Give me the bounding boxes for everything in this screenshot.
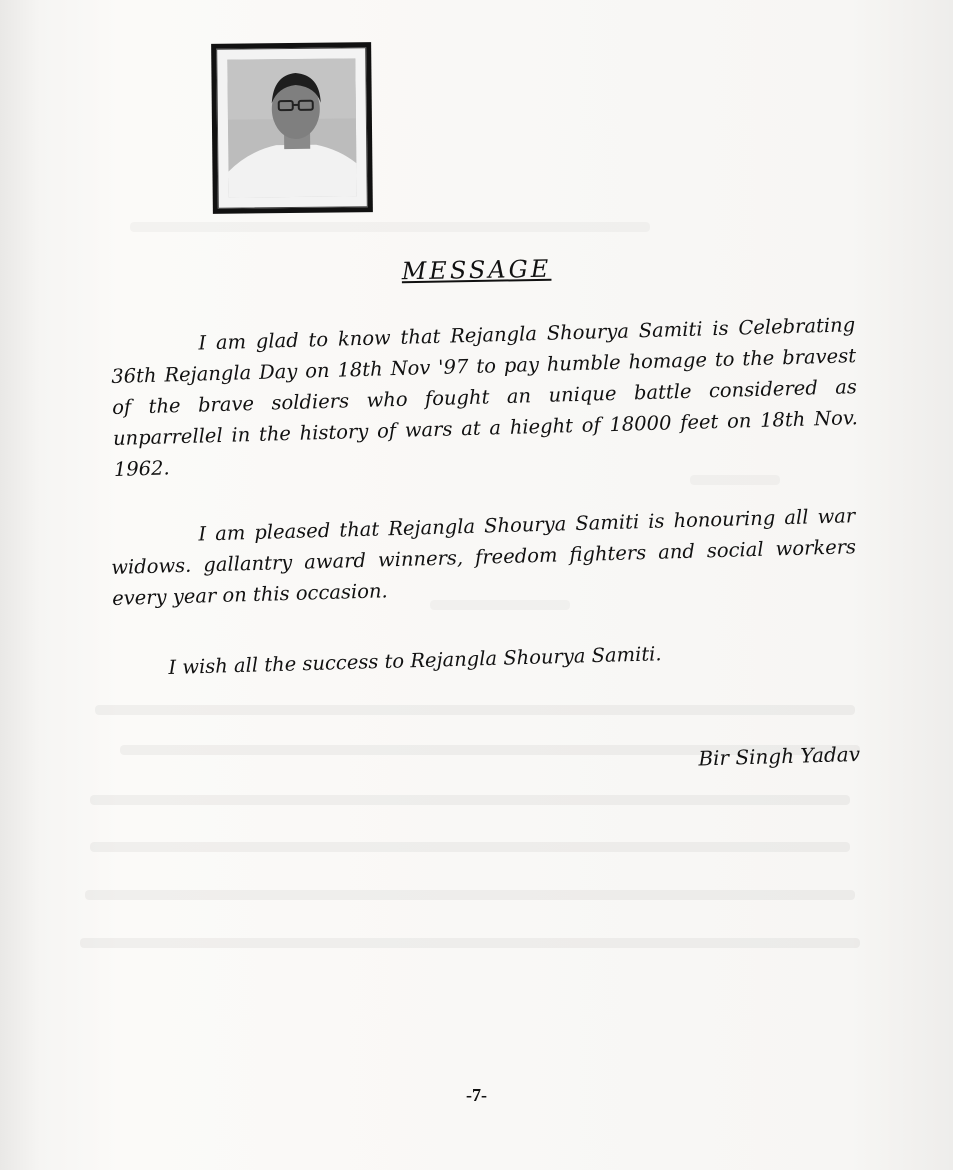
portrait-photo — [227, 58, 356, 197]
show-through-line — [95, 705, 855, 715]
portrait-photo-frame — [211, 42, 373, 214]
page-number: -7- — [466, 1085, 487, 1105]
paragraph-indent — [111, 350, 199, 352]
show-through-line — [90, 795, 850, 805]
show-through-line — [690, 475, 780, 485]
paragraph-3-text: I wish all the success to Rejangla Shourya Samiti. — [168, 642, 662, 679]
message-paragraph-2 — [110, 500, 857, 614]
paragraph-indent — [111, 541, 199, 543]
message-title: MESSAGE — [401, 254, 552, 286]
show-through-line — [90, 842, 850, 852]
portrait-figure-icon — [227, 58, 356, 197]
message-paragraph-1 — [110, 309, 859, 485]
show-through-line — [80, 938, 860, 948]
show-through-line — [130, 222, 650, 232]
show-through-line — [85, 890, 855, 900]
paragraph-1-text: I am glad to know that Rejangla Shourya Samiti is Celebrating 36th Rejangla Day on 18th Nov '97 to pay humble homage to the bravest of the brave soldiers who fought an unique battle considered as unparrellel in the history of wars at a hieght of 18000 feet on 18th Nov. 1962. — [110, 313, 859, 481]
message-paragraph-3 — [168, 635, 789, 683]
paragraph-2-text: I am pleased that Rejangla Shourya Samiti is honouring all war widows. gallantry award winners, freedom fighters and social workers every year on this occasion. — [110, 504, 857, 610]
signature-name: Bir Singh Yadav — [698, 741, 861, 771]
photo-mount — [216, 47, 368, 209]
